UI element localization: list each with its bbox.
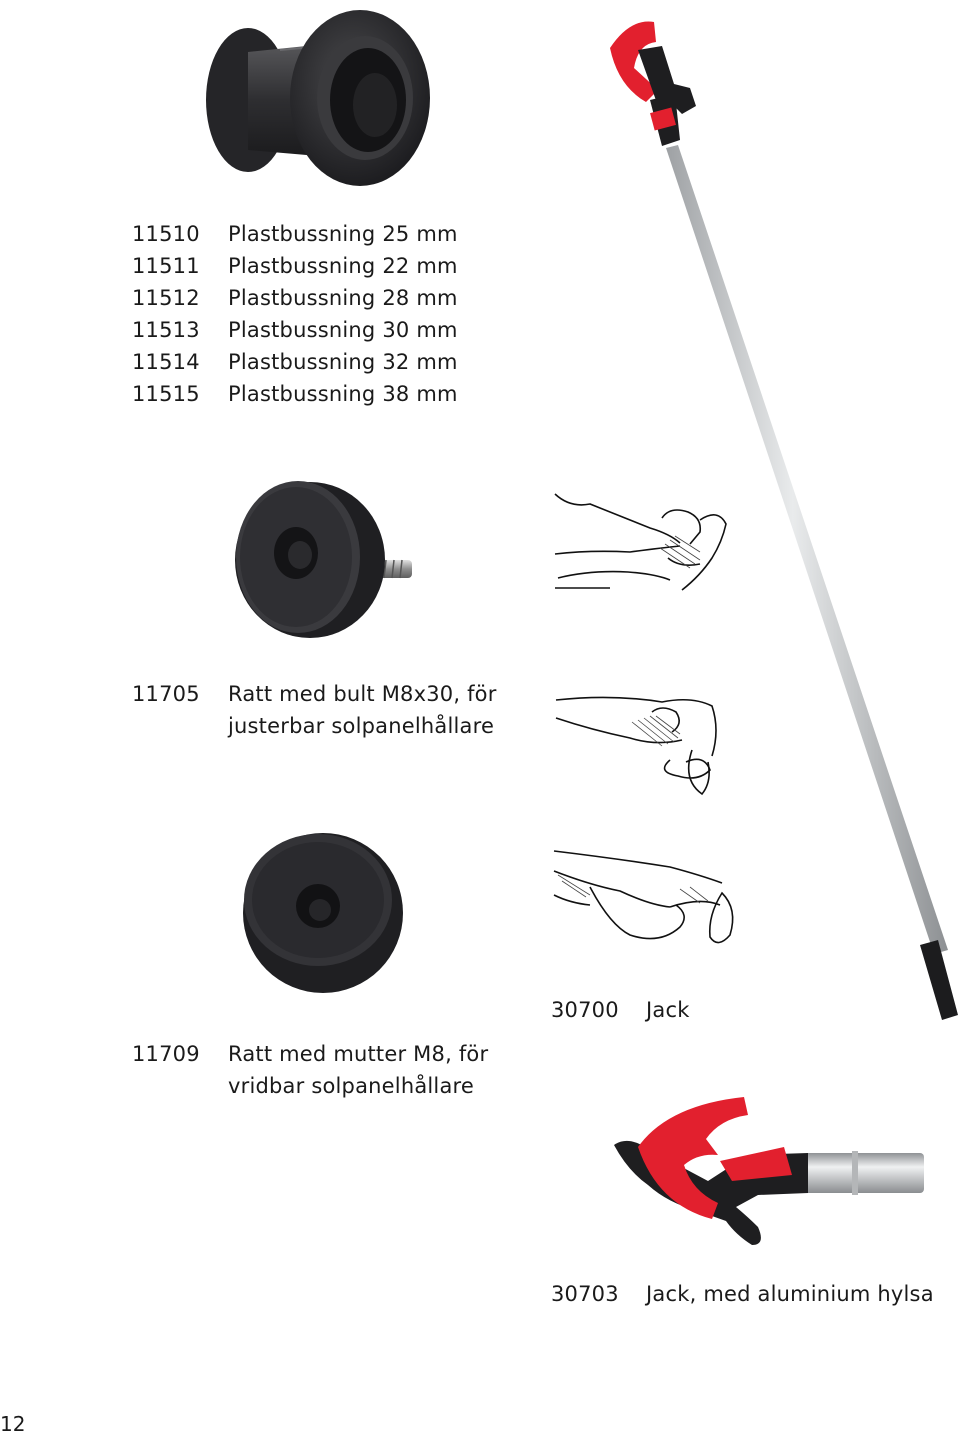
product-code: 30700 bbox=[551, 998, 619, 1022]
product-code: 30703 bbox=[551, 1282, 619, 1306]
product-name: Plastbussning 28 mm bbox=[228, 286, 458, 310]
product-code: 11510 bbox=[132, 222, 200, 246]
product-code: 11709 bbox=[132, 1042, 200, 1066]
product-code: 11705 bbox=[132, 682, 200, 706]
bushing-image bbox=[200, 10, 435, 190]
page-number: 12 bbox=[0, 1412, 26, 1436]
product-name: Jack bbox=[646, 998, 690, 1022]
jack-with-aluminium-sleeve-image bbox=[608, 1095, 928, 1255]
product-description-line: justerbar solpanelhållare bbox=[228, 714, 495, 738]
product-code: 11515 bbox=[132, 382, 200, 406]
product-name: Jack, med aluminium hylsa bbox=[646, 1282, 934, 1306]
product-description-line: vridbar solpanelhållare bbox=[228, 1074, 475, 1098]
knob-with-nut-image bbox=[238, 828, 408, 998]
product-code: 11512 bbox=[132, 286, 200, 310]
product-description-line: Ratt med bult M8x30, för bbox=[228, 682, 497, 706]
usage-illustration-1 bbox=[550, 488, 740, 598]
product-code: 11514 bbox=[132, 350, 200, 374]
usage-illustration-2 bbox=[552, 690, 722, 800]
product-name: Plastbussning 30 mm bbox=[228, 318, 458, 342]
usage-illustration-3 bbox=[550, 845, 750, 960]
product-name: Plastbussning 32 mm bbox=[228, 350, 458, 374]
product-code: 11511 bbox=[132, 254, 200, 278]
knob-with-bolt-image bbox=[230, 475, 420, 645]
product-description-line: Ratt med mutter M8, för bbox=[228, 1042, 489, 1066]
product-name: Plastbussning 22 mm bbox=[228, 254, 458, 278]
product-name: Plastbussning 25 mm bbox=[228, 222, 458, 246]
product-name: Plastbussning 38 mm bbox=[228, 382, 458, 406]
product-code: 11513 bbox=[132, 318, 200, 342]
